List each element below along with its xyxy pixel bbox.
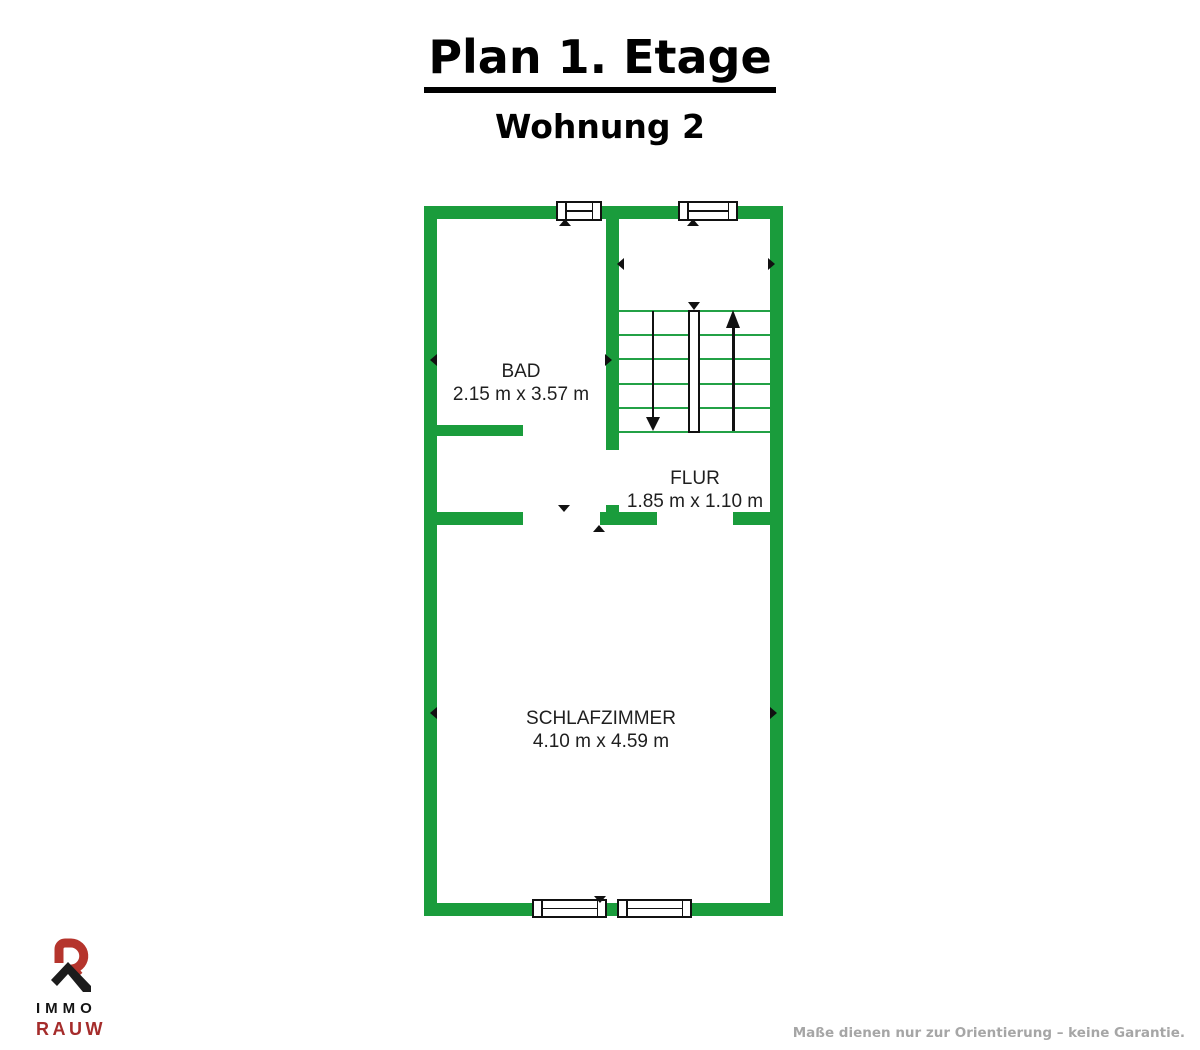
page-subtitle: Wohnung 2 bbox=[495, 107, 705, 146]
room-dimensions: 1.85 m x 1.10 m bbox=[626, 491, 764, 512]
room-label-bad bbox=[453, 360, 589, 406]
room-name: FLUR bbox=[670, 468, 720, 489]
wall-bad-partial bbox=[437, 425, 523, 436]
stair-arrow-down-shaft bbox=[652, 311, 654, 418]
measure-arrow-left-icon bbox=[617, 258, 624, 270]
room-label-schlafzimmer bbox=[526, 707, 676, 753]
logo-text-immo: IMMO bbox=[36, 1000, 97, 1017]
measure-arrow-right-icon bbox=[770, 707, 777, 719]
window-icon bbox=[617, 899, 692, 918]
window-icon bbox=[556, 201, 602, 221]
room-name: SCHLAFZIMMER bbox=[526, 708, 676, 729]
room-name: BAD bbox=[501, 361, 541, 382]
wall-middle-left bbox=[437, 512, 523, 525]
measure-arrow-right-icon bbox=[768, 258, 775, 270]
stair-arrow-down-icon bbox=[646, 417, 660, 431]
wall-interior-vertical bbox=[606, 219, 619, 450]
room-label-flur bbox=[627, 467, 763, 513]
wall-middle-right bbox=[733, 512, 770, 525]
floor-plan bbox=[424, 206, 783, 916]
measure-arrow-up-icon bbox=[687, 219, 699, 226]
wall-right bbox=[770, 206, 783, 916]
measure-arrow-left-icon bbox=[430, 707, 437, 719]
logo bbox=[36, 936, 156, 1040]
measure-arrow-down-icon bbox=[594, 896, 606, 903]
logo-text-rauw: RAUW bbox=[36, 1019, 106, 1039]
wall-middle-stub bbox=[606, 505, 619, 512]
room-dimensions: 4.10 m x 4.59 m bbox=[532, 731, 670, 752]
measure-arrow-down-icon bbox=[558, 505, 570, 512]
header bbox=[0, 0, 1200, 146]
wall-middle-center bbox=[600, 512, 657, 525]
logo-roof-shape bbox=[51, 962, 91, 992]
logo-mark-icon bbox=[44, 936, 94, 994]
wall-left bbox=[424, 206, 437, 916]
measure-arrow-up-icon bbox=[593, 525, 605, 532]
stair-arrow-up-shaft bbox=[732, 327, 735, 431]
measure-arrow-right-icon bbox=[605, 354, 612, 366]
stair-divider-arrow-icon bbox=[688, 302, 700, 310]
window-icon bbox=[678, 201, 738, 221]
stair-arrow-up-icon bbox=[726, 310, 740, 328]
measure-arrow-left-icon bbox=[430, 354, 437, 366]
stair-divider bbox=[688, 310, 700, 433]
disclaimer-text: Maße dienen nur zur Orientierung – keine Garantie. bbox=[792, 1025, 1185, 1041]
page-title: Plan 1. Etage bbox=[424, 30, 775, 93]
measure-arrow-up-icon bbox=[559, 219, 571, 226]
room-dimensions: 2.15 m x 3.57 m bbox=[452, 384, 590, 405]
